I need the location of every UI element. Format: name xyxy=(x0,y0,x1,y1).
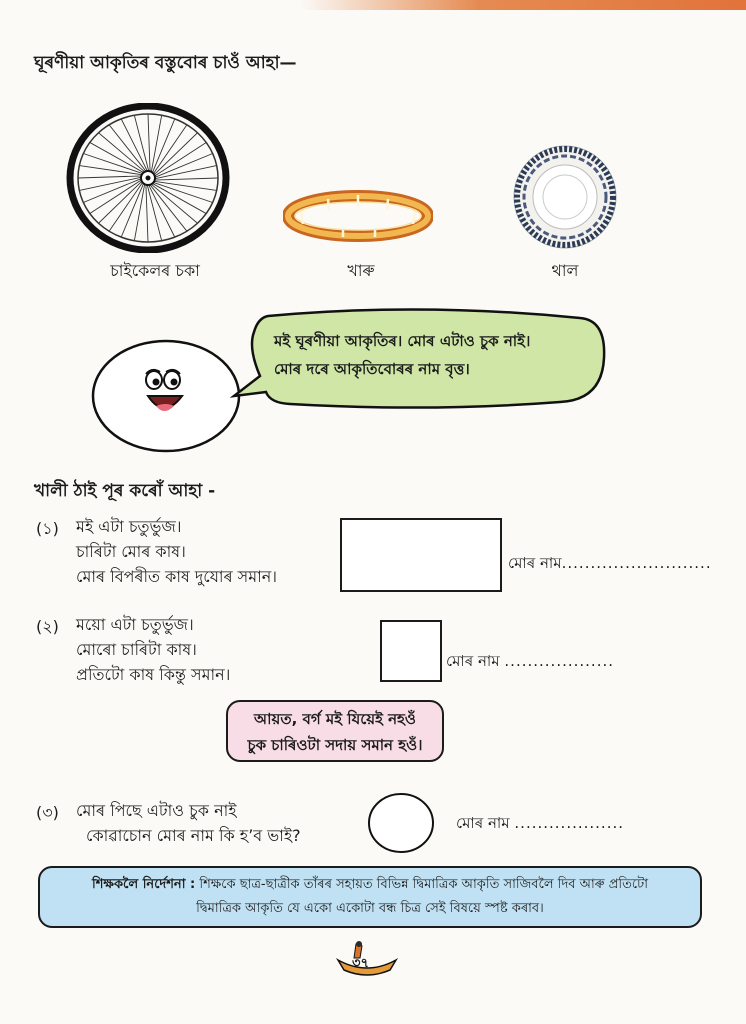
shape-note-box xyxy=(226,700,444,762)
speech-bubble-line-1: মই ঘূৰণীয়া আকৃতিৰ। মোৰ এটাও চুক নাই। xyxy=(274,332,531,350)
shape-note-line-1: আয়ত, বৰ্গ মই যিয়েই নহওঁ xyxy=(254,710,416,728)
question-1-number: (১) xyxy=(36,519,59,538)
question-2-line-1: ময়ো এটা চতুৰ্ভুজ। xyxy=(76,615,194,634)
question-1-blank: .......................... xyxy=(561,554,712,572)
question-3-blank: ................... xyxy=(514,814,624,832)
teacher-note-line-2: দ্বিমাত্ৰিক আকৃতি যে একো একোটা বন্ধ চিত্ৰ সেই বিষয়ে স্পষ্ট কৰাব। xyxy=(196,901,544,916)
caption-bicycle-wheel: চাইকেলৰ চকা xyxy=(110,261,200,280)
wheel-spoke xyxy=(148,114,150,171)
question-1-label: মোৰ নাম xyxy=(508,554,562,572)
question-1-answer-field[interactable] xyxy=(508,552,712,577)
bangle-icon xyxy=(283,182,433,252)
wheel-spoke xyxy=(146,185,148,242)
wheel-spoke xyxy=(78,176,141,178)
question-3-number: (৩) xyxy=(36,803,59,822)
teacher-instruction-box xyxy=(38,866,702,928)
wheel-spoke xyxy=(155,166,217,179)
smiling-circle-character xyxy=(86,336,246,456)
wheel-spoke xyxy=(155,178,218,180)
heading-fill-blank: খালী ঠাই পূৰ কৰোঁ আহা - xyxy=(34,481,216,501)
square-shape xyxy=(380,620,442,682)
speech-bubble-line-2: মোৰ দৰে আকৃতিবোৰৰ নাম বৃত্ত। xyxy=(274,360,470,378)
question-1-line-3: মোৰ বিপৰীত কাষ দুযোৰ সমান। xyxy=(76,567,278,586)
caption-bangle: খাৰু xyxy=(347,261,375,280)
wheel-spoke xyxy=(147,185,161,241)
question-3-line-2: কোৱাচোন মোৰ নাম কি হ’ব ভাই? xyxy=(86,826,301,845)
rectangle-shape xyxy=(340,518,502,592)
heading-round-objects: ঘূৰণীয়া আকৃতিৰ বস্তুবোৰ চাওঁ আহা— xyxy=(34,53,297,73)
question-2-answer-field[interactable] xyxy=(446,650,614,675)
plate-icon xyxy=(510,142,620,252)
question-1-line-1: মই এটা চতুৰ্ভুজ। xyxy=(76,517,182,536)
teacher-note-line-1: শিক্ষকে ছাত্ৰ-ছাত্ৰীক তাঁৰৰ সহায়ত বিভিন্ন দ্বিমাত্ৰিক আকৃতি সাজিবলৈ দিব আৰু প্ৰতিটো xyxy=(199,877,648,892)
question-2-number: (২) xyxy=(36,617,59,636)
question-2-line-3: প্ৰতিটো কাষ কিন্তু সমান। xyxy=(76,665,231,684)
shape-note-line-2: চুক চাৰিওটা সদায় সমান হওঁ। xyxy=(247,736,423,754)
circle-shape xyxy=(366,792,436,854)
question-2-label: মোৰ নাম xyxy=(446,652,500,670)
top-color-band xyxy=(300,0,746,10)
question-3-line-1: মোৰ পিছে এটাও চুক নাই xyxy=(76,801,237,820)
page-number: ৩৭ xyxy=(352,956,369,971)
wheel-spoke xyxy=(134,115,148,171)
question-1-line-2: চাৰিটা মোৰ কাষ। xyxy=(76,542,186,561)
question-3-answer-field[interactable] xyxy=(456,812,624,837)
question-2-line-2: মোৰো চাৰিটা কাষ। xyxy=(76,640,197,659)
caption-plate: থাল xyxy=(551,261,579,280)
wheel-spoke xyxy=(79,177,141,190)
bicycle-wheel-icon xyxy=(66,103,230,253)
question-2-blank: ................... xyxy=(504,652,614,670)
teacher-note-title: শিক্ষকলৈ নিৰ্দেশনা : xyxy=(92,877,196,892)
question-3-label: মোৰ নাম xyxy=(456,814,510,832)
